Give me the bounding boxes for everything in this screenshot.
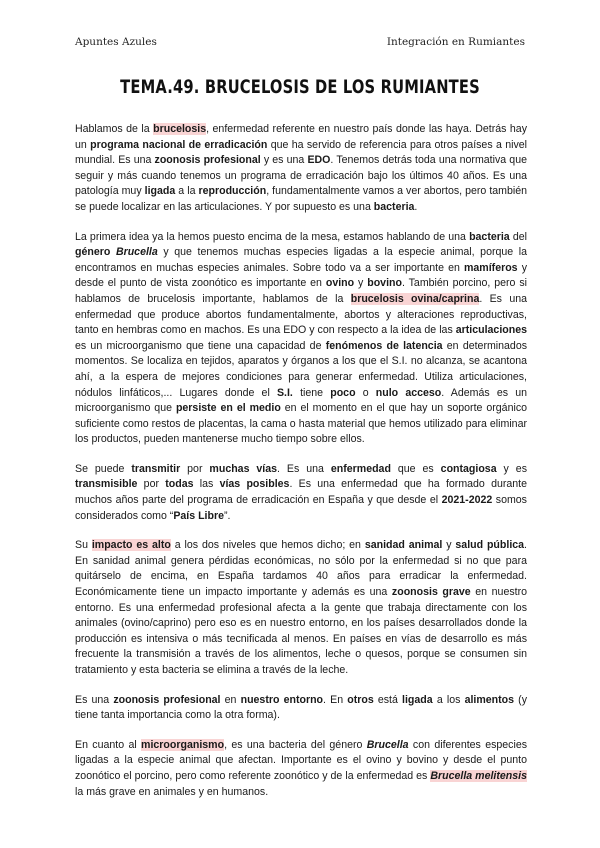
document-body: [75, 122, 527, 814]
paragraph-5: Es una zoonosis profesional en nuestro entorno. En otros está ligada a los alimentos (y tiene tanta importancia como la otra forma).: [75, 693, 527, 722]
header-left: Apuntes Azules: [75, 36, 157, 48]
paragraph-6: En cuanto al microorganismo, es una bacteria del género Brucella con diferentes especies ligadas a la especie animal que afectan. Importante es el ovino y bovino y desde el punto zoonótico el porcino, pero como referente zoonótico y de la enfermedad es Brucella melitensis la más grave en animales y en humanos.: [75, 738, 528, 798]
paragraph-3: Se puede transmitir por muchas vías. Es una enfermedad que es contagiosa y es transmisible por todas las vías posibles. Es una enfermedad que ha formado durante muchos años parte del programa de erradicación en España y que desde el 2021-2022 somos considerados como “País Libre”.: [75, 462, 527, 522]
paragraph-2: La primera idea ya la hemos puesto encima de la mesa, estamos hablando de una bacteria del género Brucella y que tenemos muchas especies ligadas a la especie animal, porque la encontramos en muchas especies animales. Sobre todo va a ser importante en mamíferos y desde el punto de vista zoonótico es importante en ovino y bovino. También porcino, pero si hablamos de brucelosis importante, hablamos de la brucelosis ovina/caprina. Es una enfermedad que produce abortos fundamentalmente, abortos y alteraciones reproductivas, tanto en hembras como en machos. Es una EDO y con respecto a la idea de las articulaciones es un microorganismo que tiene una capacidad de fenómenos de latencia en determinados momentos. Se localiza en tejidos, aparatos y órganos a los que el S.I. no alcanza, se acantona ahí, a la espera de mejores condiciones para generar enfermedad. Utiliza articulaciones, nódulos linfáticos,... Lugares donde el S.I. tiene poco o nulo acceso. Además es un microorganismo que persiste en el medio en el momento en el que hay un soporte orgánico suficiente como restos de placentas, la cama o hasta material que hemos utilizado para eliminar los productos, pueden mantenerse mucho tiempo sobre ellos.: [75, 230, 528, 446]
paragraph-1: Hablamos de la brucelosis, enfermedad referente en nuestro país donde las haya. Detrás hay un programa nacional de erradicación que ha servido de referencia para otros países a nivel mundial. Es una zoonosis profesional y es una EDO. Tenemos detrás toda una normativa que seguir y más cuando tenemos un programa de erradicación bajo los últimos 40 años. Es una patología muy ligada a la reproducción, fundamentalmente vamos a ver abortos, pero también se puede localizar en las articulaciones. Y por supuesto es una bacteria.: [75, 123, 528, 213]
paragraph-4: Su impacto es alto a los dos niveles que hemos dicho; en sanidad animal y salud pública. En sanidad animal genera pérdidas económicas, no sólo por la enfermedad si no que para quitárselo de encima, en España tardamos 40 años para erradicar la enfermedad. Económicamente tiene un impacto importante y además es una zoonosis grave en nuestro entorno. Es una enfermedad profesional afecta a la gente que trabaja directamente con los animales (ovino/caprino) pero eso es en nuestro entorno, en los países desarrollados donde la producción es intensiva o más tecnificada al menos. En países en vías de desarrollo es más frecuente la transmisión a través de los alimentos, leche o quesos, porque se consumen sin tratamiento y esta bacteria se elimina a través de la leche.: [75, 539, 528, 676]
header-right: Integración en Rumiantes: [386, 36, 525, 48]
page-title: TEMA.49. BRUCELOSIS DE LOS RUMIANTES: [120, 76, 480, 98]
